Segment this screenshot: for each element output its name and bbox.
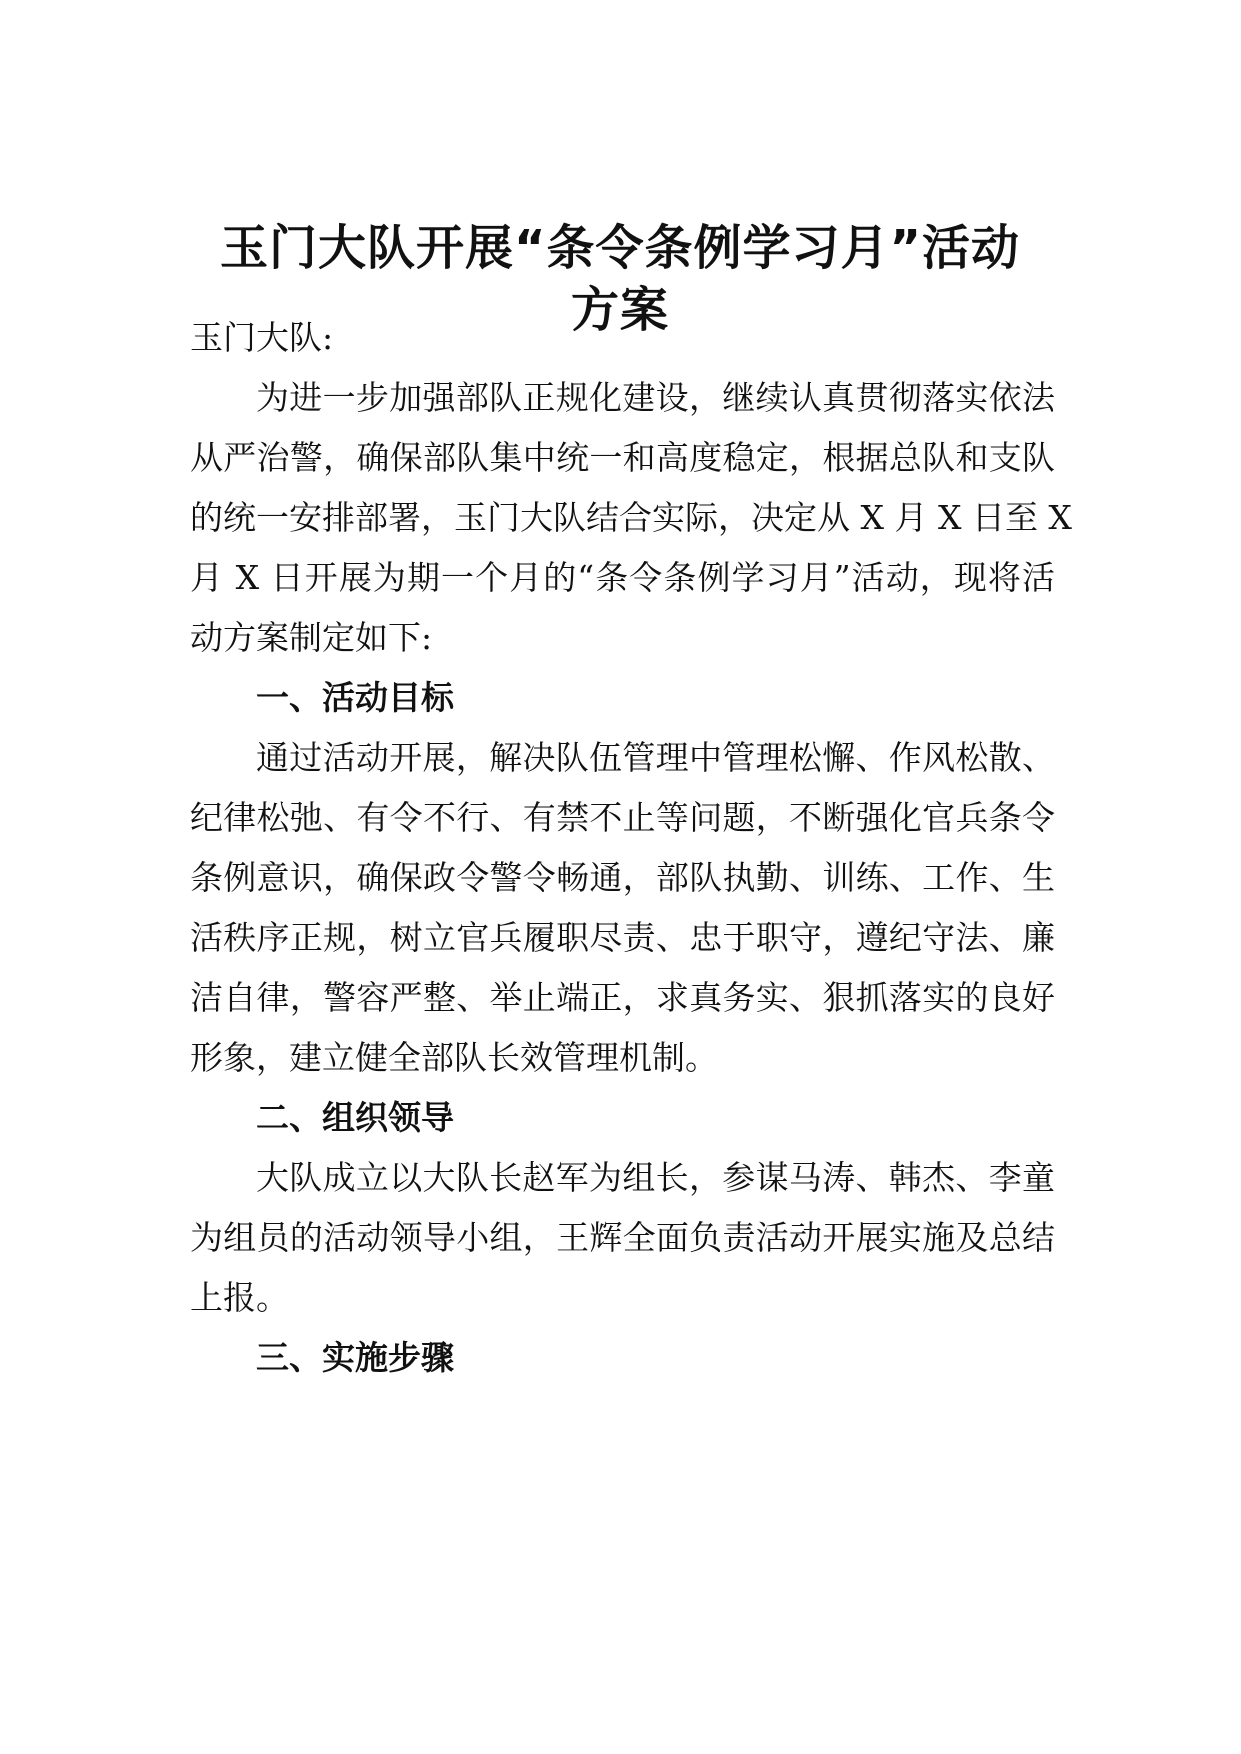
intro-line: 从严治警，确保部队集中统一和高度稳定，根据总队和支队 bbox=[190, 438, 1055, 477]
intro-line: 为进一步加强部队正规化建设，继续认真贯彻落实依法 bbox=[256, 378, 1055, 417]
section1-line: 通过活动开展，解决队伍管理中管理松懈、作风松散、 bbox=[256, 738, 1055, 777]
section-heading-leadership: 二、组织领导 bbox=[256, 1098, 454, 1137]
intro-line: 月 X 日开展为期一个月的“条令条例学习月”活动，现将活 bbox=[190, 558, 1055, 597]
intro-line: 动方案制定如下: bbox=[190, 618, 433, 657]
section1-line: 纪律松弛、有令不行、有禁不止等问题，不断强化官兵条令 bbox=[190, 798, 1055, 837]
section2-line: 大队成立以大队长赵军为组长，参谋马涛、韩杰、李童 bbox=[256, 1158, 1055, 1197]
section-heading-steps: 三、实施步骤 bbox=[256, 1338, 454, 1377]
document-title-line-2: 方案 bbox=[570, 282, 669, 338]
addressee: 玉门大队: bbox=[190, 318, 334, 357]
section1-line: 洁自律，警容严整、举止端正，求真务实、狠抓落实的良好 bbox=[190, 978, 1055, 1017]
intro-line: 的统一安排部署，玉门大队结合实际，决定从 X 月 X 日至 X bbox=[190, 498, 1072, 537]
section2-line: 为组员的活动领导小组，王辉全面负责活动开展实施及总结 bbox=[190, 1218, 1055, 1257]
document-title-line-1: 玉门大队开展“条令条例学习月”活动 bbox=[219, 220, 1021, 276]
section1-line: 形象，建立健全部队长效管理机制。 bbox=[190, 1038, 718, 1077]
section1-line: 条例意识，确保政令警令畅通，部队执勤、训练、工作、生 bbox=[190, 858, 1055, 897]
section-heading-goals: 一、活动目标 bbox=[256, 678, 454, 717]
section2-line: 上报。 bbox=[190, 1278, 289, 1317]
section1-line: 活秩序正规，树立官兵履职尽责、忠于职守，遵纪守法、廉 bbox=[190, 918, 1055, 957]
